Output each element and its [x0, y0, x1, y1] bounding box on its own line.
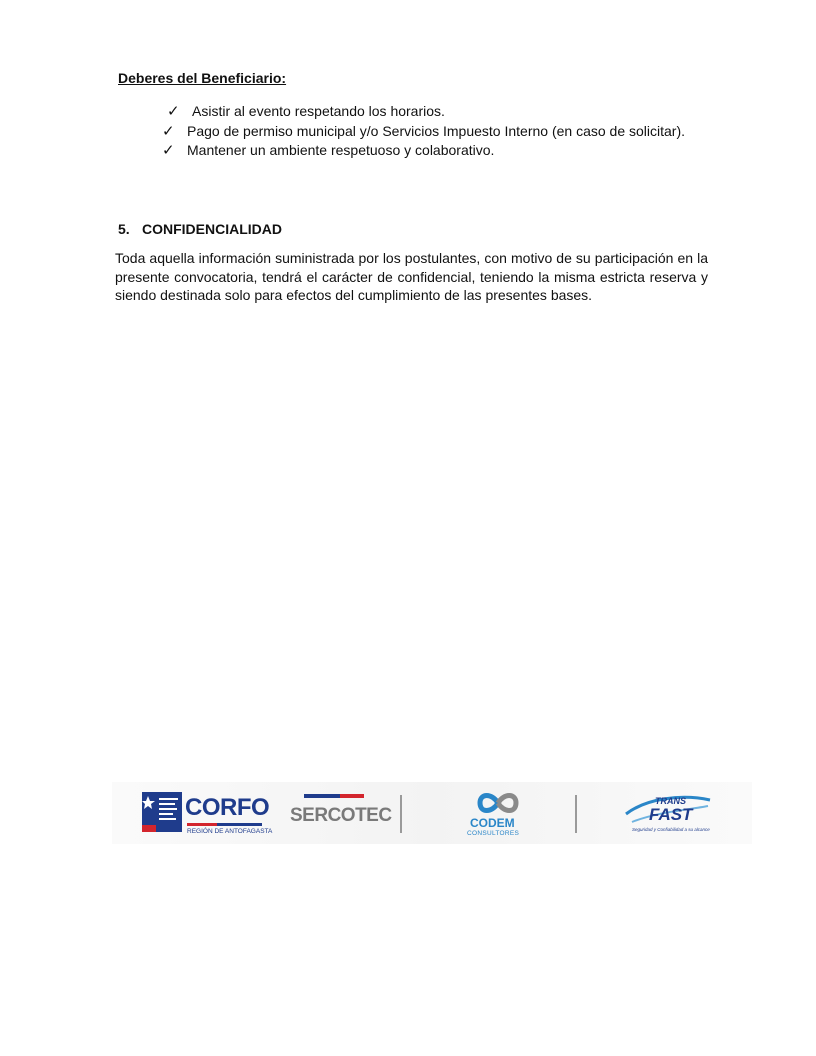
duties-heading: Deberes del Beneficiario:: [118, 70, 287, 86]
divider: [217, 823, 262, 826]
transfast-wordmark: FAST: [649, 805, 693, 824]
corfo-subtitle: REGIÓN DE ANTOFAGASTA: [187, 828, 273, 835]
transfast-logo: [622, 792, 712, 837]
transfast-top-text: TRANS: [655, 796, 686, 806]
list-item-text: Pago de permiso municipal y/o Servicios Impuesto Interno (en caso de solicitar).: [187, 122, 686, 139]
sercotec-logo: [290, 792, 392, 834]
section-number: 5.: [118, 221, 130, 237]
list-item-text: Asistir al evento respetando los horarios.: [192, 103, 445, 119]
section-title: CONFIDENCIALIDAD: [142, 221, 282, 237]
list-item: [162, 122, 685, 142]
corfo-logo: [142, 792, 273, 835]
divider: [304, 794, 340, 798]
codem-logo: [462, 790, 532, 840]
codem-subtitle: CONSULTORES: [467, 830, 520, 837]
list-item: [162, 102, 685, 122]
duties-list: [162, 102, 685, 161]
divider: [340, 794, 364, 798]
transfast-slogan: Seguridad y Confiabilidad a su alcance: [632, 827, 710, 832]
list-item-text: Mantener un ambiente respetuoso y colaborativo.: [187, 142, 495, 158]
codem-wordmark: CODEM: [470, 816, 515, 830]
divider: [187, 823, 217, 826]
infinity-loop-icon: [474, 790, 522, 816]
divider: [400, 795, 402, 833]
divider: [575, 795, 577, 833]
sercotec-wordmark: SERCOTEC: [290, 805, 392, 826]
confidentiality-paragraph: Toda aquella información suministrada por los postulantes, con motivo de su participación en la presente convocatoria, tendrá el carácter de confidencial, teniendo la misma estricta reserva y siendo destinada solo para efectos del cumplimiento de las presentes bases.: [115, 250, 708, 303]
confidentiality-heading: [118, 221, 282, 237]
checkmark-icon: ✓: [167, 103, 180, 120]
chile-seal-icon: [142, 792, 182, 832]
sponsor-logos: [112, 782, 752, 844]
checkmark-icon: ✓: [162, 142, 175, 159]
checkmark-icon: ✓: [162, 122, 175, 140]
corfo-wordmark: CORFO: [185, 794, 270, 821]
list-item: [162, 141, 685, 161]
